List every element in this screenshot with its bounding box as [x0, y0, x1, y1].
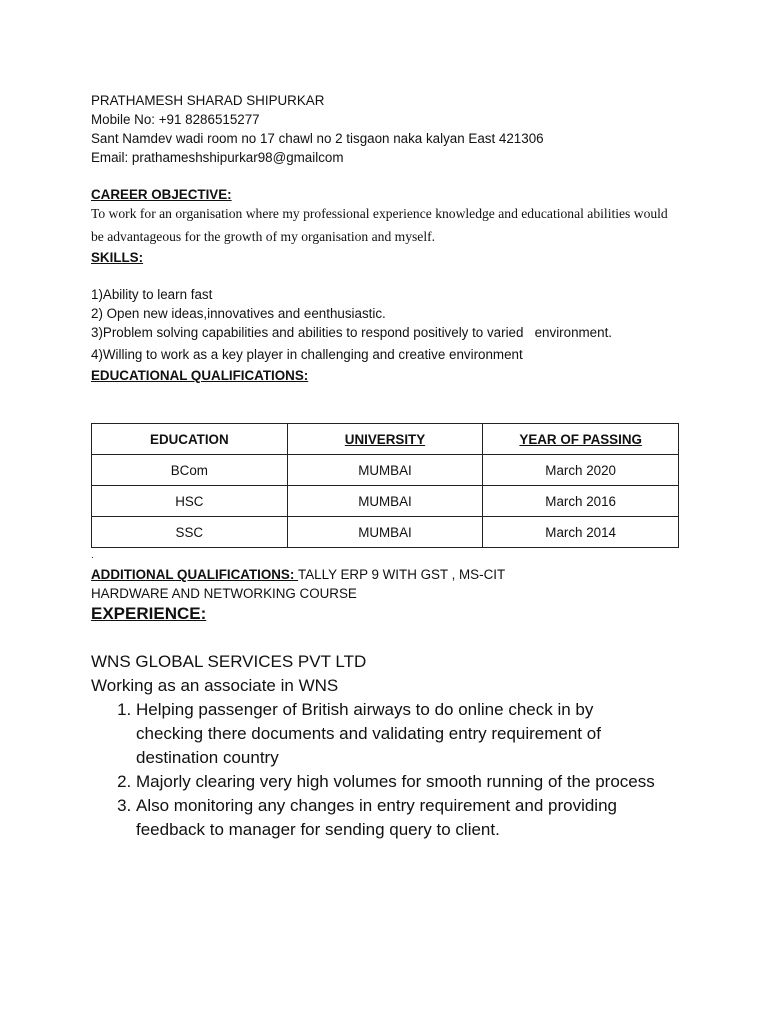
duty-line: feedback to manager for sending query to client.	[136, 820, 500, 839]
email: Email: prathameshshipurkar98@gmailcom	[91, 150, 344, 165]
duty-line: destination country	[136, 748, 279, 767]
table-cell: MUMBAI	[287, 517, 483, 548]
company-name: WNS GLOBAL SERVICES PVT LTD	[91, 652, 367, 671]
table-cell: MUMBAI	[287, 486, 483, 517]
column-header-education: EDUCATION	[92, 424, 288, 455]
list-item	[136, 698, 736, 770]
education-table	[91, 423, 679, 548]
table-cell: March 2014	[483, 517, 679, 548]
additional-qualifications	[91, 567, 505, 583]
skill-item: 1)Ability to learn fast	[91, 287, 213, 302]
trailing-dot: .	[91, 550, 94, 561]
table-cell: March 2016	[483, 486, 679, 517]
table-header-row	[92, 424, 679, 455]
table-cell: March 2020	[483, 455, 679, 486]
experience-heading: EXPERIENCE:	[91, 604, 207, 623]
duty-line: Also monitoring any changes in entry requirement and providing	[136, 796, 617, 815]
table-cell: HSC	[92, 486, 288, 517]
additional-qualifications-line-2: HARDWARE AND NETWORKING COURSE	[91, 586, 357, 601]
list-item	[136, 770, 736, 794]
career-objective-line-1: To work for an organisation where my professional experience knowledge and educational abilities would	[91, 206, 668, 221]
list-item	[136, 794, 736, 842]
column-header-university: UNIVERSITY	[287, 424, 483, 455]
duty-line: Helping passenger of British airways to do online check in by	[136, 700, 594, 719]
skill-item: 3)Problem solving capabilities and abilities to respond positively to varied environment.	[91, 325, 613, 340]
additional-qualifications-value: TALLY ERP 9 WITH GST , MS-CIT	[298, 567, 506, 582]
education-heading: EDUCATIONAL QUALIFICATIONS:	[91, 368, 309, 383]
table-row	[92, 486, 679, 517]
duty-line: Majorly clearing very high volumes for smooth running of the process	[136, 772, 655, 791]
skills-heading: SKILLS:	[91, 250, 144, 265]
job-role: Working as an associate in WNS	[91, 676, 339, 695]
table-cell: BCom	[92, 455, 288, 486]
table-row	[92, 517, 679, 548]
table-cell: SSC	[92, 517, 288, 548]
skill-item: 2) Open new ideas,innovatives and eenthusiastic.	[91, 306, 386, 321]
career-objective-heading: CAREER OBJECTIVE:	[91, 187, 232, 202]
candidate-name: PRATHAMESH SHARAD SHIPURKAR	[91, 93, 325, 108]
duties-list	[91, 698, 736, 842]
skill-item: 4)Willing to work as a key player in challenging and creative environment	[91, 347, 523, 362]
career-objective-line-2: be advantageous for the growth of my organisation and myself.	[91, 229, 436, 244]
table-row	[92, 455, 679, 486]
column-header-year: YEAR OF PASSING	[483, 424, 679, 455]
address: Sant Namdev wadi room no 17 chawl no 2 tisgaon naka kalyan East 421306	[91, 131, 544, 146]
table-cell: MUMBAI	[287, 455, 483, 486]
duty-line: checking there documents and validating entry requirement of	[136, 724, 601, 743]
mobile-number: Mobile No: +91 8286515277	[91, 112, 260, 127]
additional-qualifications-heading: ADDITIONAL QUALIFICATIONS:	[91, 567, 299, 582]
